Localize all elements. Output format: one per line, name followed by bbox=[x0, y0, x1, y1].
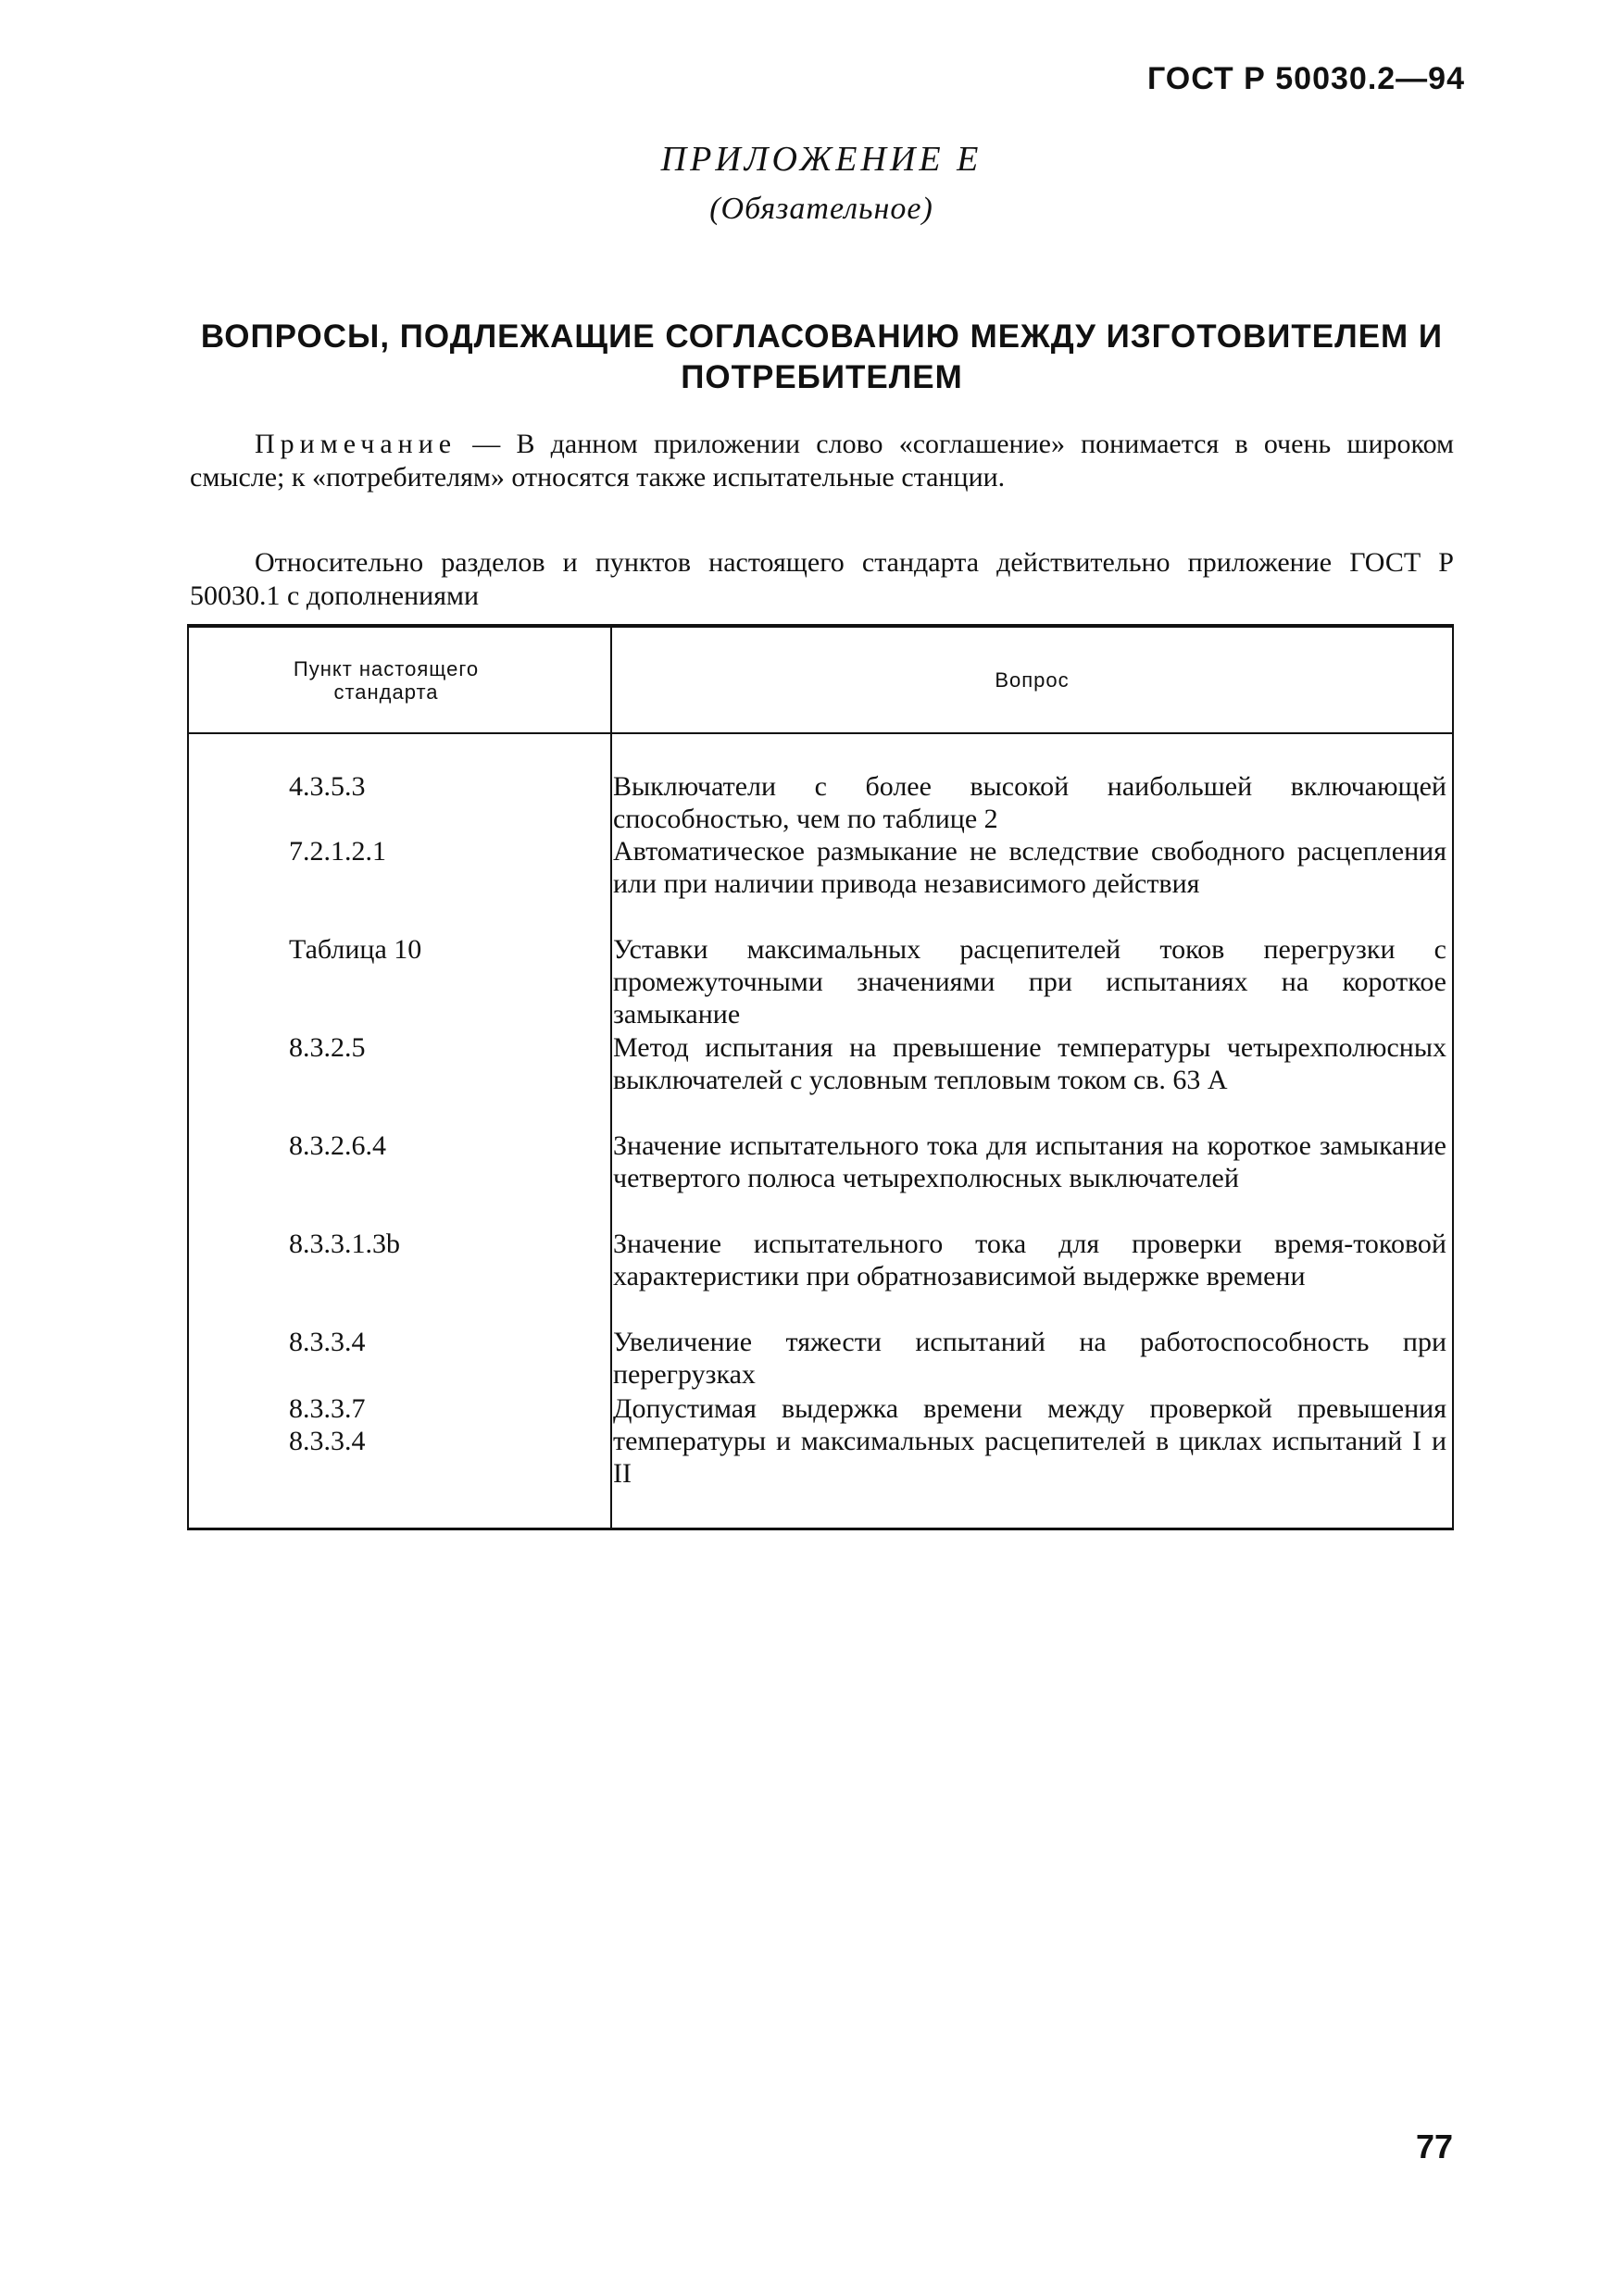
row-question: Уставки максимальных расцепителей токов перегрузки с промежуточными значениями при испытаниях на короткое замыкание bbox=[613, 934, 1446, 1029]
row-clause: 4.3.5.3 bbox=[289, 771, 366, 802]
page-title: ВОПРОСЫ, ПОДЛЕЖАЩИЕ СОГЛАСОВАНИЮ МЕЖДУ ИЗГОТОВИТЕЛЕМ И ПОТРЕБИТЕЛЕМ bbox=[200, 318, 1444, 395]
note-text: — В данном приложении слово «соглашение» понимается в очень широком смысле; к «потребителям» относятся также испытательные станции. bbox=[190, 429, 1454, 493]
note-paragraph bbox=[190, 428, 1454, 494]
table-left-border bbox=[187, 624, 189, 1530]
document-code: ГОСТ Р 50030.2—94 bbox=[1146, 61, 1465, 96]
table-right-border bbox=[1452, 624, 1454, 1530]
appendix-status: (Обязательное) bbox=[709, 192, 933, 226]
row-question: Допустимая выдержка времени между проверкой превышения температуры и максимальных расцепителей в циклах испытаний I и II bbox=[613, 1393, 1446, 1489]
page-number: 77 bbox=[1415, 2128, 1453, 2165]
row-question: Метод испытания на превышение температуры четырехполюсных выключателей с условным тепловым током св. 63 А bbox=[613, 1032, 1446, 1095]
row-clause: 8.3.3.1.3b bbox=[289, 1229, 400, 1259]
column-header-clause: Пункт настоящего стандарта bbox=[293, 657, 480, 704]
row-clause: 7.2.1.2.1 bbox=[289, 836, 386, 867]
row-clause: 8.3.2.5 bbox=[289, 1032, 366, 1063]
table-bottom-rule bbox=[187, 1528, 1454, 1530]
column-header-question: Вопрос bbox=[995, 668, 1070, 692]
row-clause: Таблица 10 bbox=[289, 934, 422, 965]
appendix-title: ПРИЛОЖЕНИЕ Е bbox=[660, 140, 983, 179]
row-question: Увеличение тяжести испытаний на работоспособность при перегрузках bbox=[613, 1327, 1446, 1390]
table-top-rule bbox=[187, 624, 1454, 628]
table-column-divider bbox=[610, 624, 612, 1530]
row-clause: 8.3.3.7 8.3.3.4 bbox=[289, 1393, 366, 1456]
note-label: Примечание bbox=[255, 429, 457, 459]
row-question: Значение испытательного тока для испытания на короткое замыкание четвертого полюса четырехполюсных выключателей bbox=[613, 1130, 1446, 1193]
intro-paragraph: Относительно разделов и пунктов настоящего стандарта действительно приложение ГОСТ Р 50030.1 с дополнениями bbox=[190, 547, 1454, 611]
row-clause: 8.3.2.6.4 bbox=[289, 1130, 386, 1161]
row-question: Автоматическое размыкание не вследствие свободного расцепления или при наличии привода независимого действия bbox=[613, 836, 1446, 899]
row-question: Значение испытательного тока для проверки время-токовой характеристики при обратнозависимой выдержке времени bbox=[613, 1229, 1446, 1292]
row-clause: 8.3.3.4 bbox=[289, 1327, 366, 1357]
row-question: Выключатели с более высокой наибольшей включающей способностью, чем по таблице 2 bbox=[613, 771, 1446, 834]
table-header-rule bbox=[187, 732, 1454, 734]
questions-table bbox=[187, 624, 1454, 1531]
